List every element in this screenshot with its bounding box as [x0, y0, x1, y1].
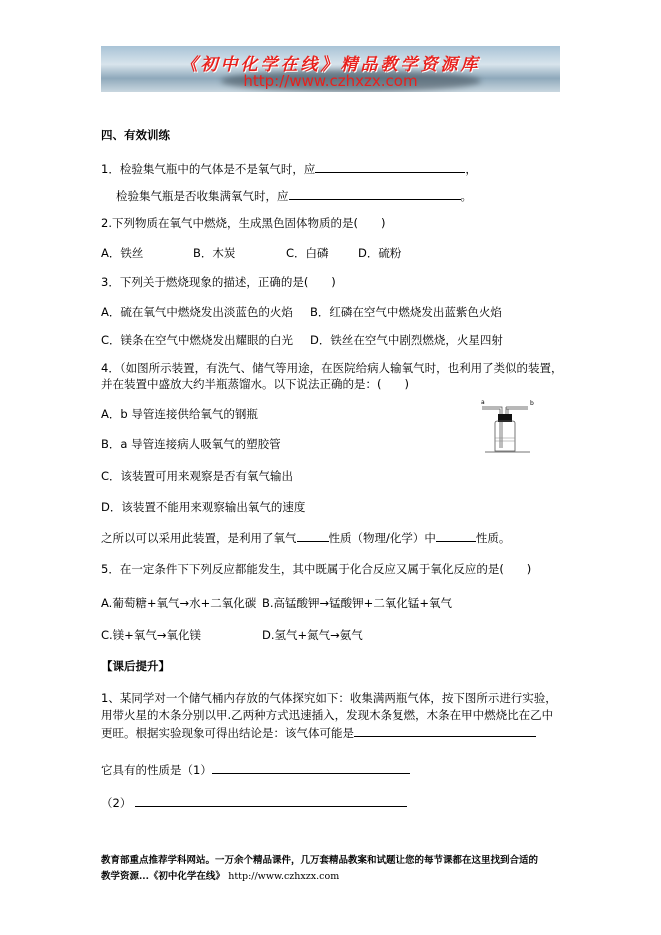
gas-washing-bottle-diagram [480, 398, 535, 456]
q4-fill-in: 之所以可以采用此装置，是利用了氧气 性质（物理/化学）中 性质。 [101, 531, 511, 545]
q3-option-c: C．镁条在空气中燃烧发出耀眼的白光 [101, 333, 294, 347]
q2-option-a: A．铁丝 [101, 246, 144, 260]
q2-option-c: C．白磷 [286, 246, 329, 260]
q2-option-b: B．木炭 [193, 246, 236, 260]
label-b: b [530, 400, 534, 407]
q5-option-c: C.镁+氧气→氧化镁 [101, 628, 201, 642]
banner-logo [101, 46, 560, 92]
q1-line2: 检验集气瓶是否收集满氧气时，应 。 [116, 189, 472, 203]
label-a: a [481, 399, 485, 406]
q2-stem: 2.下列物质在氧气中燃烧，生成黑色固体物质的是( ) [101, 216, 386, 230]
q4-option-a: A．b 导管连接供给氧气的钢瓶 [101, 407, 258, 421]
q4-stem-line1: 4．（如图所示装置，有洗气、储气等用途，在医院给病人输氧气时，也利用了类似的装置， [101, 361, 563, 375]
q4-stem-line2: 并在装置中盛放大约半瓶蒸馏水。以下说法正确的是：( ) [101, 377, 409, 391]
after-q1-line3: 更旺。根据实验现象可得出结论是：该气体可能是 [101, 724, 536, 741]
q3-option-a: A．硫在氧气中燃烧发出淡蓝色的火焰 [101, 305, 293, 319]
banner-url: http://www.czhxzx.com [243, 72, 418, 90]
footer-url[interactable]: http://www.czhxzx.com [228, 871, 340, 882]
q5-option-d: D.氢气+氮气→氨气 [262, 628, 363, 642]
q1-line1: 1．检验集气瓶中的气体是不是氧气时，应 ， [101, 162, 477, 176]
q3-option-d: D．铁丝在空气中剧烈燃烧，火星四射 [310, 333, 503, 347]
footer-text: 教育部重点推荐学科网站。一万余个精品课件，几万套精品教案和试题让您的每节课都在这里找到合适的 教学资源...《初中化学在线》 http://www.czhxzx.com [101, 855, 539, 882]
q4-option-d: D．该装置不能用来观察输出氧气的速度 [101, 500, 306, 514]
after-q1-line2: 用带火星的木条分别以甲.乙两种方式迅速插入，发现木条复燃，木条在甲中燃烧比在乙中 [101, 708, 554, 722]
q3-option-b: B．红磷在空气中燃烧发出蓝紫色火焰 [310, 305, 502, 319]
section-heading: 四、有效训练 [101, 128, 170, 142]
after-q1-property1: 它具有的性质是（1） [101, 761, 410, 778]
q5-option-b: B.高锰酸钾→锰酸钾+二氧化锰+氧气 [262, 596, 452, 610]
q4-option-b: B．a 导管连接病人吸氧气的塑胶管 [101, 437, 281, 451]
after-q1-line1: 1、某同学对一个储气桶内存放的气体探究如下：收集满两瓶气体，按下图所示进行实验， [101, 691, 557, 705]
after-class-heading: 【课后提升】 [101, 659, 170, 673]
q5-stem: 5．在一定条件下下列反应都能发生，其中既属于化合反应又属于氧化反应的是( ) [101, 562, 532, 576]
q2-option-d: D．硫粉 [358, 246, 402, 260]
q3-stem: 3．下列关于燃烧现象的描述，正确的是( ) [101, 275, 336, 289]
after-q1-property2: （2） [101, 794, 407, 811]
banner-title: 《初中化学在线》精品教学资源库 [180, 55, 481, 75]
q4-option-c: C．该装置可用来观察是否有氧气输出 [101, 469, 294, 483]
q5-option-a: A.葡萄糖+氧气→水+二氧化碳 [101, 596, 257, 610]
